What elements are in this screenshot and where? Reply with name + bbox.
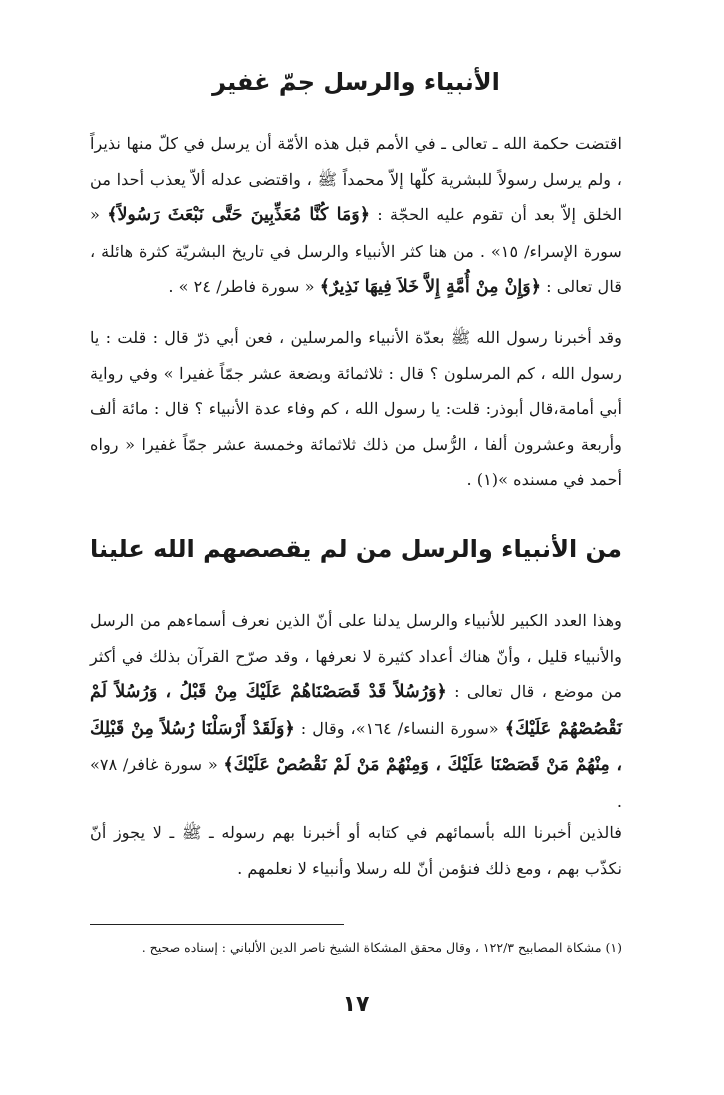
paragraph-text: وهذا العدد الكبير للأنبياء والرسل يدلنا على أنّ الذين نعرف أسماءهم من الرسل والأنبياء قليل ، وأنّ هناك أعداد كثيرة لا نعرفها ، وقد صرّح القرآن بذلك في أكثر من موضع ، قال تعالى : — [90, 611, 622, 702]
body-paragraph: وقد أخبرنا رسول الله ﷺ بعدّة الأنبياء والمرسلين ، فعن أبي ذرّ قال : قلت : يا رسول الله ، كم المرسلون ؟ قال : ثلاثمائة وبضعة عشر جمّاً غفيرا » وفي رواية أبي أمامة،قال أبوذر: قلت: يا رسول الله ، كم وفاء عدة الأنبياء ؟ قال : مائة ألف وأربعة وعشرون ألفا ، الرُّسل من ذلك ثلاثمائة وخمسة عشر جمّاً غفيرا « رواه أحمد في مسنده »(١) . — [90, 328, 622, 490]
quran-verse: ﴿وَإِنْ مِنْ أُمَّةٍ إِلاَّ خَلاَ فِيهَا نَذِيرٌ﴾ — [319, 277, 541, 298]
body-paragraph — [90, 126, 622, 306]
body-paragraph — [90, 603, 622, 820]
paragraph-text: اقتضت حكمة الله ـ تعالى ـ في الأمم قبل هذه الأمّة أن يرسل في كلّ منها نذيراً ، ولم يرسل رسولاً للبشرية كلّها إلاّ محمداً ﷺ ، واقتضى عدله ألاّ يعذب أحدا من الخلق إلاّ بعد أن تقوم عليه الحجّة : — [90, 134, 622, 225]
quran-verse: ﴿وَمَا كُنَّا مُعَذِّبِينَ حَتَّى نَبْعَثَ رَسُولاً﴾ — [107, 205, 370, 226]
paragraph-text: « سورة الإسراء/ ١٥» . من هنا كثر الأنبياء والرسل في تاريخ البشريّة كثرة هائلة ، قال تعالى : — [90, 205, 622, 297]
book-page — [90, 0, 622, 1095]
page-number: ١٧ — [342, 992, 370, 1017]
footnote-divider — [90, 924, 344, 925]
quran-verse: ﴿وَلَقَدْ أَرْسَلْنَا رُسُلاً مِنْ قَبْلِكَ ، مِنْهُمْ مَنْ قَصَصْنَا عَلَيْكَ ، وَمِنْهُمْ مَنْ لَمْ نَقْصُصْ عَلَيْكَ﴾ — [90, 718, 622, 776]
section-heading: من الأنبياء والرسل من لم يقصصهم الله علينا — [90, 535, 622, 563]
quran-verse: ﴿وَرُسُلاً قَدْ قَصَصْنَاهُمْ عَلَيْكَ مِنْ قَبْلُ ، وَرُسُلاً لَمْ نَقْصُصْهُمْ عَلَيْكَ﴾ — [90, 682, 622, 739]
paragraph-text: «سورة النساء/ ١٦٤»، وقال : — [294, 718, 505, 738]
paragraph-text: « سورة غافر/ ٧٨» . — [90, 755, 622, 811]
body-paragraph: فالذين أخبرنا الله بأسمائهم في كتابه أو أخبرنا بهم رسوله ـ ﷺ ـ لا يجوز أنّ نكذّب بهم ، ومع ذلك فنؤمن أنّ لله رسلا وأنبياء لا نعلمهم . — [90, 823, 622, 878]
paragraph-text: « سورة فاطر/ ٢٤ » . — [168, 277, 320, 297]
section-heading: الأنبياء والرسل جمّ غفير — [212, 68, 500, 96]
footnote: (١) مشكاة المصابيح ١٢٢/٣ ، وقال محقق المشكاة الشيخ ناصر الدين الألباني : إسناده صحيح . — [141, 940, 622, 955]
